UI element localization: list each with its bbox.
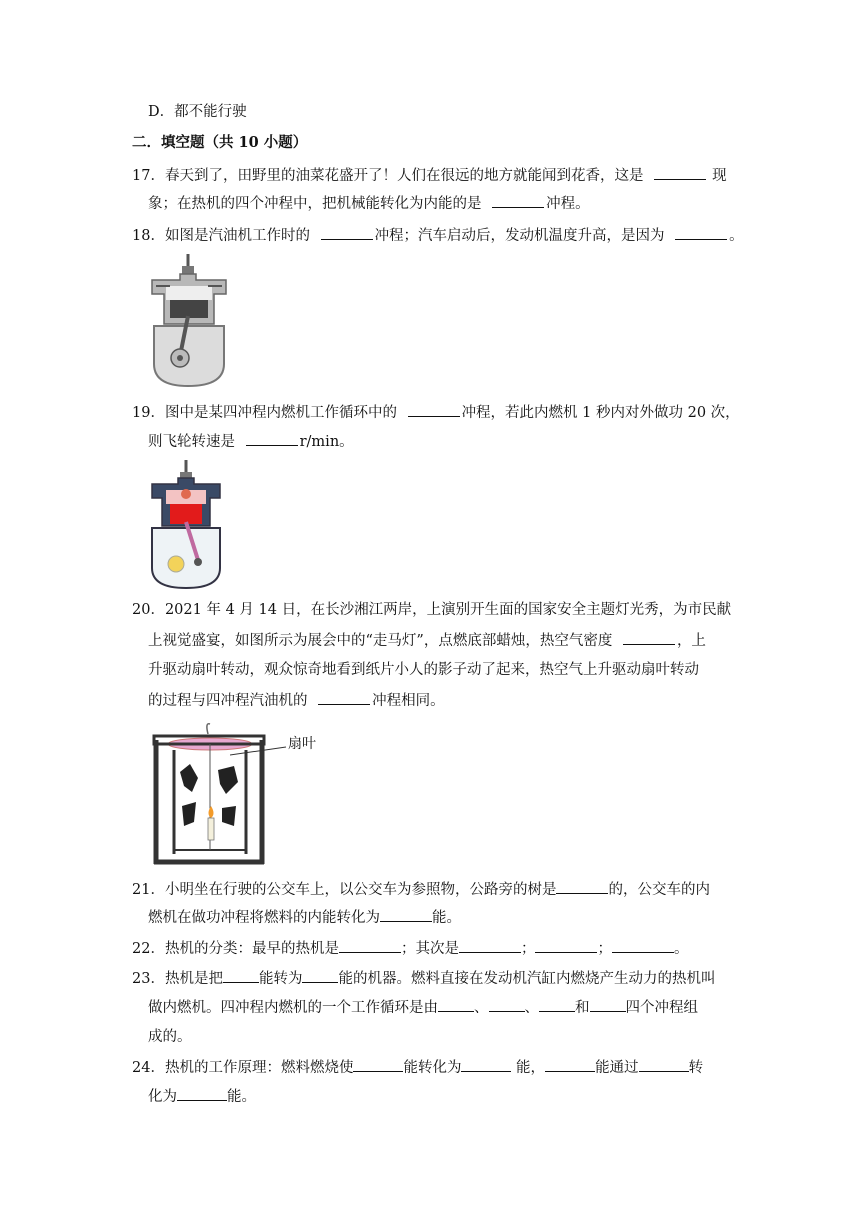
answer-blank[interactable] <box>675 225 727 240</box>
answer-blank[interactable] <box>489 997 525 1012</box>
answer-blank[interactable] <box>380 907 432 922</box>
q21-line2 <box>148 907 461 928</box>
q20-line2 <box>148 630 706 651</box>
q23-line2 <box>148 997 698 1018</box>
q20-text-1: 上视觉盛宴，如图所示为展会中的“走马灯”，点燃底部蜡烛，热空气密度 <box>148 633 613 649</box>
q21-line1 <box>132 879 710 900</box>
q17-text-1: 17．春天到了，田野里的油菜花盛开了！人们在很远的地方就能闻到花香，这是 <box>132 168 644 184</box>
q24-text-3: 能， <box>511 1060 546 1076</box>
answer-blank[interactable] <box>408 402 460 417</box>
q23-text-8: 四个冲程组 <box>625 1000 698 1016</box>
q20-line3: 升驱动扇叶转动，观众惊奇地看到纸片小人的影子动了起来，热空气上升驱动扇叶转动 <box>148 662 699 678</box>
q23-text-1: 23．热机是把 <box>132 971 223 987</box>
q17-line1 <box>132 165 727 186</box>
answer-blank[interactable] <box>318 690 370 705</box>
answer-blank[interactable] <box>223 968 259 983</box>
q19-line2 <box>148 431 354 452</box>
q19-text-4: r/min。 <box>299 434 354 450</box>
answer-blank[interactable] <box>612 938 674 953</box>
q21-text-3: 燃机在做功冲程将燃料的内能转化为 <box>148 910 380 926</box>
answer-blank[interactable] <box>639 1057 689 1072</box>
q24-text-7: 能。 <box>227 1089 256 1105</box>
q19-text-3: 则飞轮转速是 <box>148 434 235 450</box>
q23-text-4: 做内燃机。四冲程内燃机的一个工作循环是由 <box>148 1000 438 1016</box>
answer-blank[interactable] <box>545 1057 595 1072</box>
q23-line1 <box>132 968 715 989</box>
q20-text-3: 的过程与四冲程汽油机的 <box>148 693 308 709</box>
answer-blank[interactable] <box>461 1057 511 1072</box>
answer-blank[interactable] <box>353 1057 403 1072</box>
q24-text-2: 能转化为 <box>403 1060 462 1076</box>
q24-text-4: 能通过 <box>595 1060 639 1076</box>
q20-line4 <box>148 690 445 711</box>
q24-text-1: 24．热机的工作原理：燃料燃烧使 <box>132 1060 354 1076</box>
q22-text-5: 。 <box>673 941 689 957</box>
q20-line1: 20．2021 年 4 月 14 日，在长沙湘江两岸，上演别开生面的国家安全主题灯光秀，为市民献 <box>132 602 732 618</box>
fan-blade-label: 扇叶 <box>288 736 316 752</box>
q18-text-3: 。 <box>729 228 744 244</box>
answer-blank[interactable] <box>654 165 706 180</box>
q24-text-5: 转 <box>688 1060 704 1076</box>
q24-line1 <box>132 1057 703 1078</box>
q22-text-2: ；其次是 <box>400 941 459 957</box>
answer-blank[interactable] <box>623 630 675 645</box>
q23-text-5: 、 <box>474 1000 489 1016</box>
q17-text-2: 现 <box>712 168 727 184</box>
answer-blank[interactable] <box>535 938 597 953</box>
q23-text-6: 、 <box>524 1000 539 1016</box>
q20-text-4: 冲程相同。 <box>372 693 445 709</box>
q22-line1 <box>132 938 688 959</box>
q23-text-7: 和 <box>575 1000 590 1016</box>
q20-text-2: ，上 <box>676 633 706 649</box>
q24-line2 <box>148 1086 256 1107</box>
q22-text-1: 22．热机的分类：最早的热机是 <box>132 941 339 957</box>
q24-text-6: 化为 <box>148 1089 177 1105</box>
answer-blank[interactable] <box>590 997 626 1012</box>
q18-line1 <box>132 225 744 246</box>
q19-text-1: 19．图中是某四冲程内燃机工作循环中的 <box>132 405 397 421</box>
answer-blank[interactable] <box>492 193 544 208</box>
answer-blank[interactable] <box>539 997 575 1012</box>
engine-power-stroke-figure <box>148 460 224 592</box>
q18-text-1: 18．如图是汽油机工作时的 <box>132 228 310 244</box>
q23-text-2: 能转为 <box>258 971 303 987</box>
answer-blank[interactable] <box>177 1086 227 1101</box>
q19-text-2: 冲程，若此内燃机 1 秒内对外做功 20 次， <box>461 405 740 421</box>
q21-text-4: 能。 <box>432 910 461 926</box>
answer-blank[interactable] <box>438 997 474 1012</box>
q21-text-1: 21．小明坐在行驶的公交车上，以公交车为参照物，公路旁的树是 <box>132 882 557 898</box>
fan-blade-pointer <box>230 745 288 757</box>
option-d: D．都不能行驶 <box>148 104 247 120</box>
q23-text-3: 能的机器。燃料直接在发动机汽缸内燃烧产生动力的热机叫 <box>338 971 716 987</box>
q22-text-3: ； <box>520 941 536 957</box>
lantern-figure <box>150 722 270 868</box>
answer-blank[interactable] <box>302 968 338 983</box>
q17-text-4: 冲程。 <box>546 196 590 212</box>
q22-text-4: ； <box>597 941 612 957</box>
answer-blank[interactable] <box>321 225 373 240</box>
section-title: 二．填空题（共 10 小题） <box>132 134 308 151</box>
answer-blank[interactable] <box>246 431 298 446</box>
q21-text-2: 的，公交车的内 <box>608 882 710 898</box>
q23-line3: 成的。 <box>148 1029 192 1045</box>
q19-line1 <box>132 402 740 423</box>
q17-text-3: 象；在热机的四个冲程中，把机械能转化为内能的是 <box>148 196 482 212</box>
answer-blank[interactable] <box>339 938 401 953</box>
engine-compression-figure <box>148 254 230 390</box>
q17-line2 <box>148 193 590 214</box>
q18-text-2: 冲程；汽车启动后，发动机温度升高，是因为 <box>374 228 665 244</box>
answer-blank[interactable] <box>556 879 608 894</box>
answer-blank[interactable] <box>459 938 521 953</box>
